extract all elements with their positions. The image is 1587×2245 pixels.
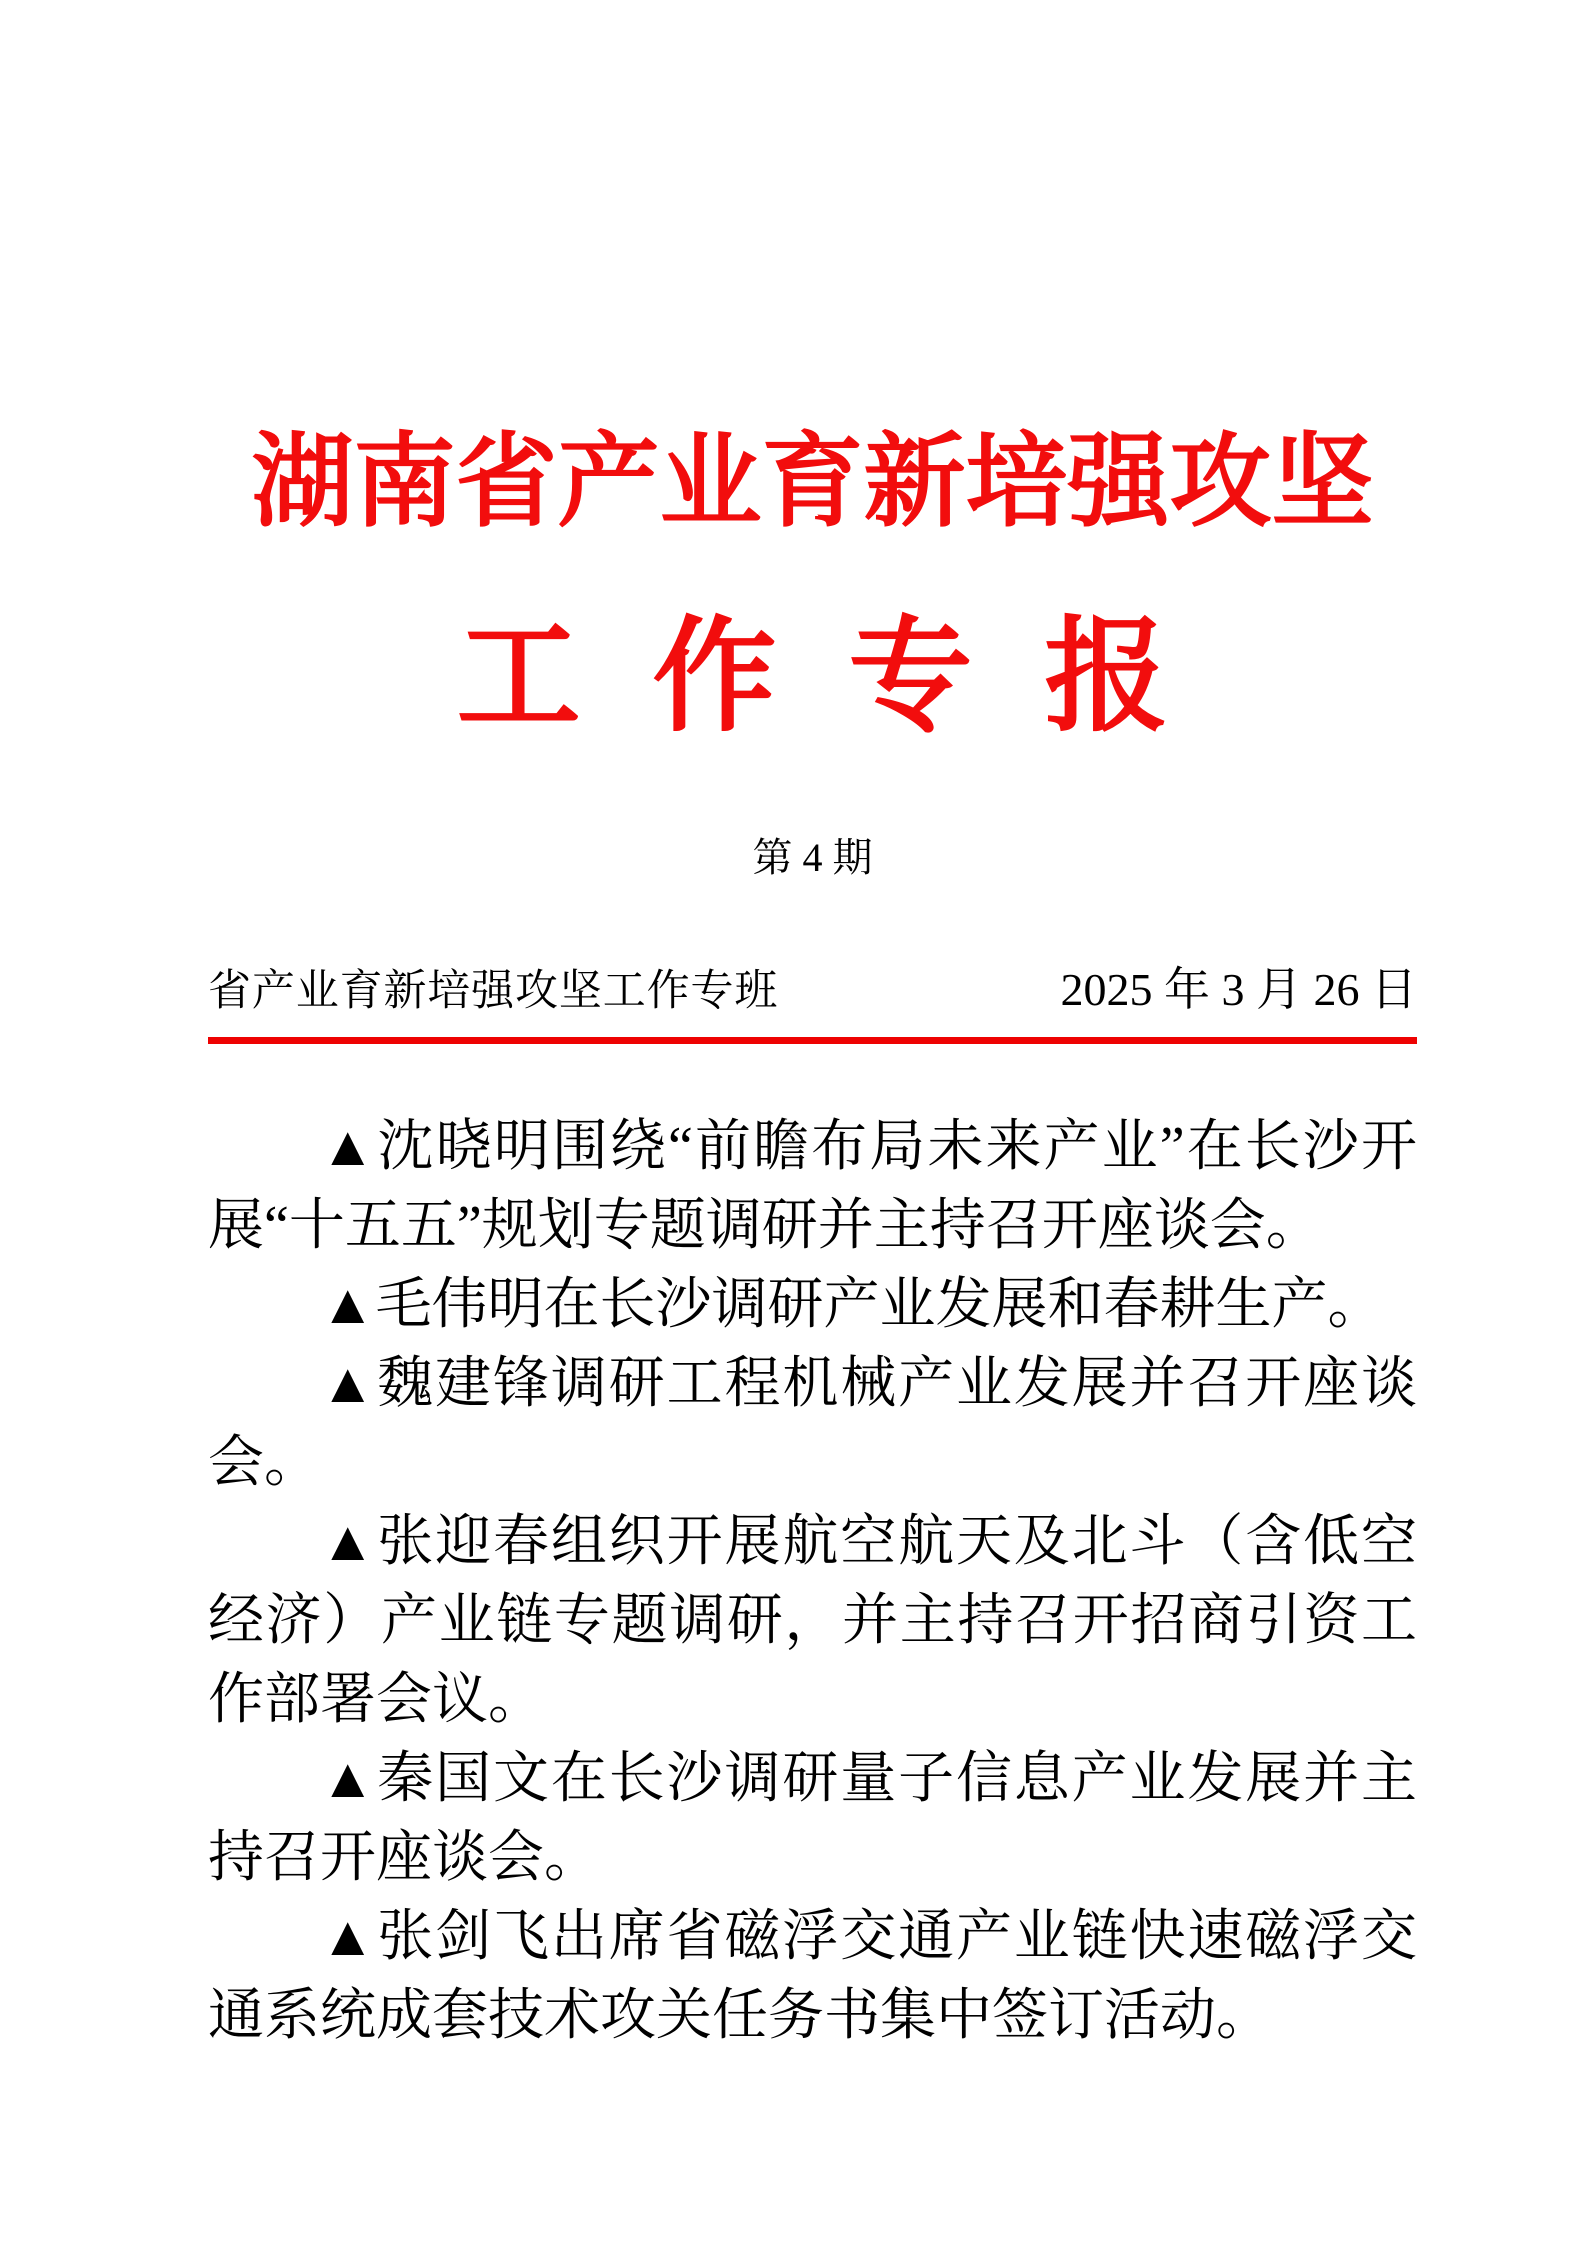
document-content (208, 427, 1417, 2056)
red-divider-rule (208, 1037, 1417, 1044)
triangle-bullet-icon: ▲ (320, 1115, 378, 1178)
triangle-bullet-icon: ▲ (320, 1273, 376, 1336)
bulletin-text: 张剑飞出席省磁浮交通产业链快速磁浮交通系统成套技术攻关任务书集中签订活动。 (208, 1905, 1417, 2047)
bulletin-item (208, 1740, 1417, 1898)
triangle-bullet-icon: ▲ (320, 1352, 378, 1415)
issue-number-label: 第 4 期 (752, 834, 873, 880)
bulletin-item (208, 1345, 1417, 1503)
issuing-unit-label: 省产业育新培强攻坚工作专班 (208, 967, 779, 1015)
bulletin-item (208, 1108, 1417, 1266)
issue-date-label: 2025 年 3 月 26 日 (1060, 963, 1417, 1015)
bulletin-list (208, 1108, 1417, 2056)
triangle-bullet-icon: ▲ (320, 1905, 378, 1968)
triangle-bullet-icon: ▲ (320, 1747, 378, 1810)
masthead-title-line1: 湖南省产业育新培强攻坚 (251, 427, 1374, 540)
triangle-bullet-icon: ▲ (320, 1510, 378, 1573)
bulletin-item (208, 1266, 1417, 1345)
bulletin-item (208, 1503, 1417, 1740)
masthead-title-line2: 工作专报 (456, 609, 1241, 747)
bulletin-text: 毛伟明在长沙调研产业发展和春耕生产。 (375, 1273, 1384, 1336)
bulletin-item (208, 1898, 1417, 2056)
bulletin-text: 魏建锋调研工程机械产业发展并召开座谈会。 (208, 1352, 1417, 1494)
bulletin-text: 张迎春组织开展航空航天及北斗（含低空经济）产业链专题调研，并主持召开招商引资工作部署会议。 (208, 1510, 1417, 1731)
bulletin-text: 沈晓明围绕“前瞻布局未来产业”在长沙开展“十五五”规划专题调研并主持召开座谈会。 (208, 1115, 1417, 1257)
bulletin-text: 秦国文在长沙调研量子信息产业发展并主持召开座谈会。 (208, 1747, 1417, 1889)
masthead-row (208, 953, 1417, 1019)
